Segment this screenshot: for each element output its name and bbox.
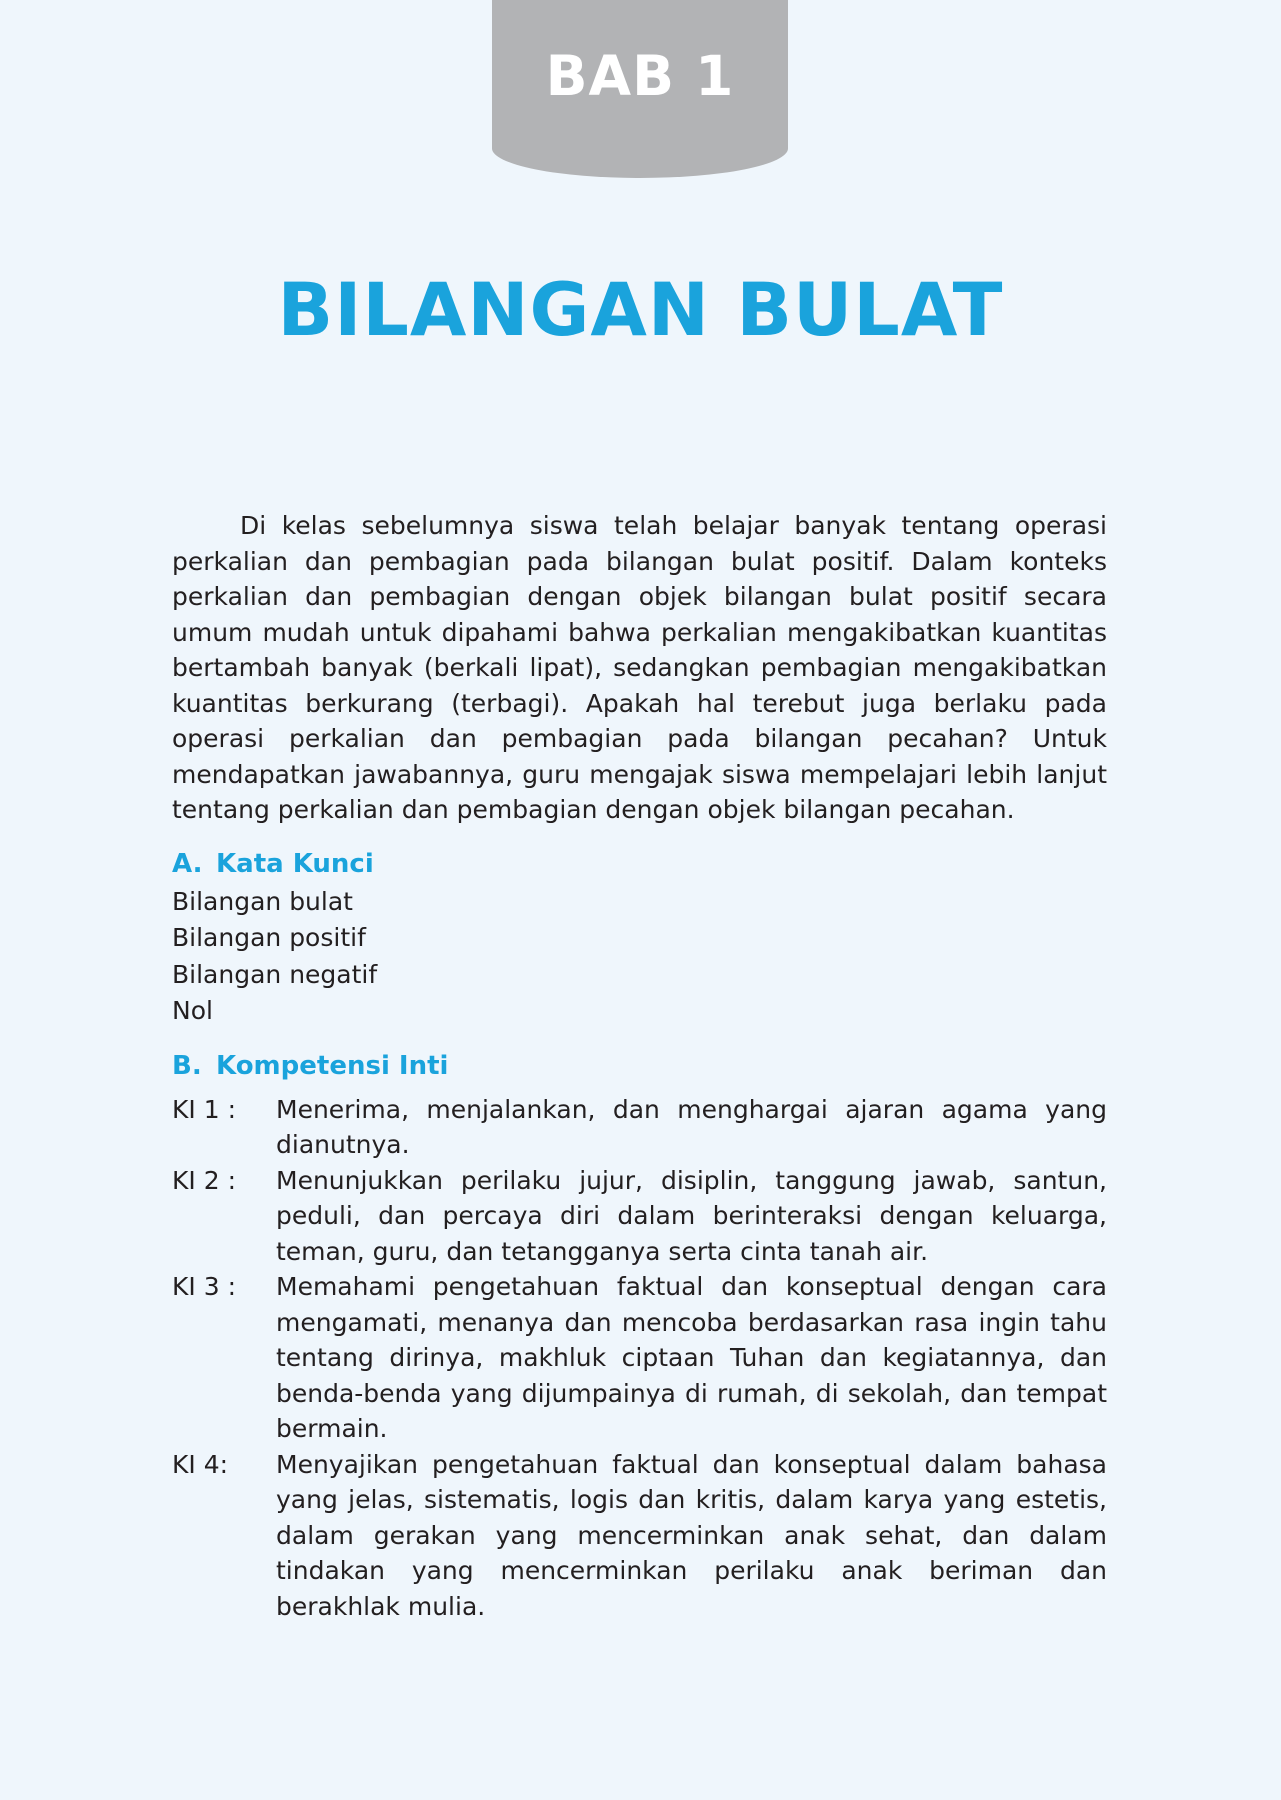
- ki-label: KI 4:: [172, 1449, 229, 1479]
- ki-label: KI 2 :: [172, 1165, 236, 1195]
- keyword-list: [172, 884, 1107, 1030]
- section-number: B.: [172, 1050, 202, 1081]
- section-title: Kompetensi Inti: [216, 1050, 449, 1081]
- ki-item: [172, 1447, 1107, 1625]
- keyword-item: Nol: [172, 996, 213, 1025]
- ki-item: [172, 1092, 1107, 1163]
- ki-label: KI 3 :: [172, 1272, 236, 1301]
- kompetensi-inti-list: [172, 1092, 1107, 1625]
- chapter-title: BILANGAN BULAT: [277, 268, 1004, 353]
- section-heading-kompetensi-inti: [172, 1048, 1107, 1084]
- ki-item: [172, 1163, 1107, 1270]
- keyword-item: Bilangan negatif: [172, 959, 378, 989]
- ki-text: Menyajikan pengetahuan faktual dan konseptual dalam bahasa yang jelas, sistematis, logis dan kritis, dalam karya yang estetis, dalam gerakan yang mencerminkan anak sehat, dan dalam tindakan yang mencerminkan perilaku anak beriman dan berakhlak mulia.: [276, 1449, 1107, 1621]
- section-heading-kata-kunci: [172, 846, 1107, 882]
- section-title: Kata Kunci: [216, 848, 374, 879]
- page-content: [172, 508, 1107, 1624]
- keyword-item: Bilangan bulat: [172, 886, 353, 916]
- chapter-tab: [492, 0, 788, 178]
- keyword-item: Bilangan positif: [172, 923, 366, 952]
- section-number: A.: [172, 848, 203, 879]
- ki-text: Menunjukkan perilaku jujur, disiplin, tanggung jawab, santun, peduli, dan percaya diri dalam berinteraksi dengan keluarga, teman, guru, dan tetangganya serta cinta tanah air.: [276, 1165, 1107, 1266]
- ki-text: Menerima, menjalankan, dan menghargai ajaran agama yang dianutnya.: [276, 1094, 1107, 1159]
- ki-label: KI 1 :: [172, 1094, 236, 1124]
- ki-item: [172, 1269, 1107, 1447]
- ki-text: Memahami pengetahuan faktual dan konseptual dengan cara mengamati, menanya dan mencoba berdasarkan rasa ingin tahu tentang dirinya, makhluk ciptaan Tuhan dan kegiatannya, dan benda-benda yang dijumpainya di rumah, di sekolah, dan tempat bermain.: [276, 1272, 1107, 1443]
- intro-paragraph: Di kelas sebelumnya siswa telah belajar banyak tentang operasi perkalian dan pembagian pada bilangan bulat positif. Dalam konteks perkalian dan pembagian dengan objek bilangan bulat positif secara umum mudah untuk dipahami bahwa perkalian mengakibatkan kuantitas bertambah banyak (berkali lipat), sedangkan pembagian mengakibatkan kuantitas berkurang (terbagi). Apakah hal terebut juga berlaku pada operasi perkalian dan pembagian pada bilangan pecahan? Untuk mendapatkan jawabannya, guru mengajak siswa mempelajari lebih lanjut tentang perkalian dan pembagian dengan objek bilangan pecahan.: [172, 511, 1107, 824]
- chapter-label: BAB 1: [545, 44, 735, 108]
